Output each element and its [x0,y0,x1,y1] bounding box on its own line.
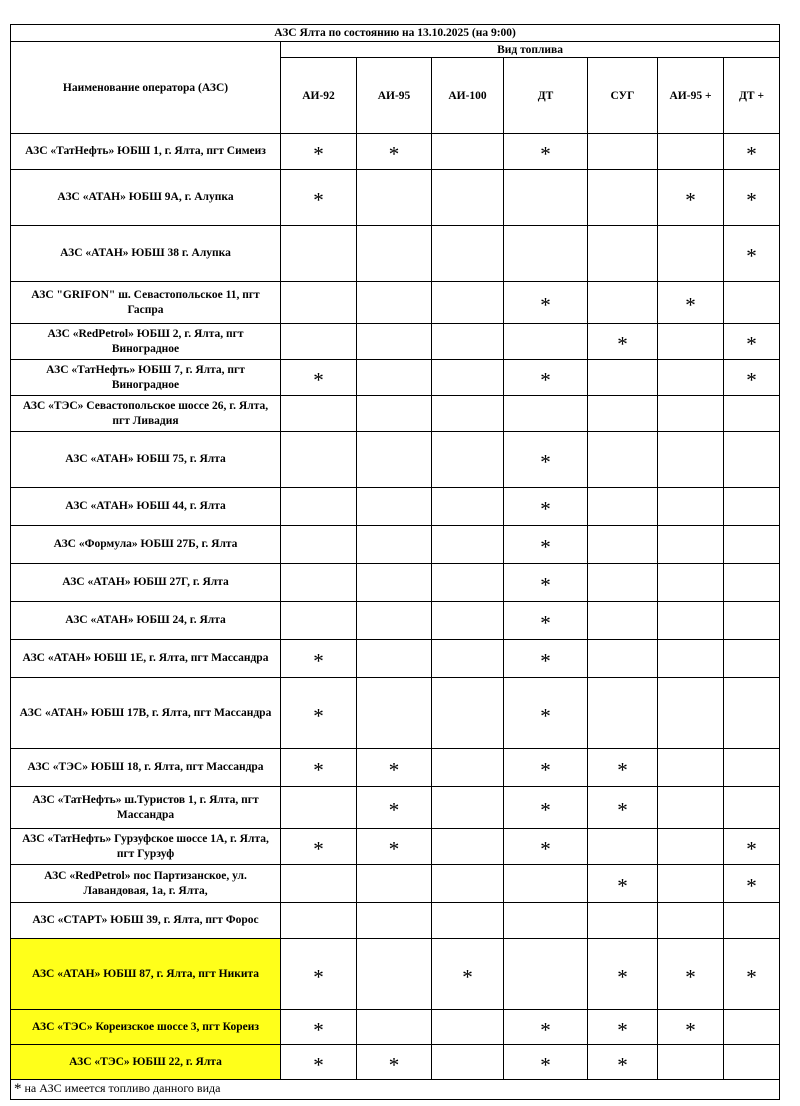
fuel-cell [281,432,357,488]
availability-mark: * [746,964,757,989]
fuel-cell [281,678,357,749]
station-rows [11,134,780,1080]
fuel-cell [504,787,588,829]
fuel-cell [432,787,504,829]
fuel-cell [357,226,432,282]
fuel-cell [281,787,357,829]
availability-mark: * [313,703,324,728]
availability-mark: * [388,798,400,822]
availability-mark: * [617,1017,628,1042]
fuel-cell [724,1010,780,1045]
fuel-cell [357,903,432,939]
fuel-cell [432,360,504,396]
fuel-cell [357,602,432,640]
fuel-cell [724,602,780,640]
fuel-cell [504,282,588,324]
fuel-header-ai95: АИ-95 [357,58,432,134]
availability-mark: * [540,758,551,782]
fuel-cell [432,564,504,602]
fuel-cell [504,678,588,749]
availability-mark: * [617,1052,628,1077]
fuel-cell [281,170,357,226]
fuel-cell [432,829,504,865]
station-name: АЗС «АТАН» ЮБШ 1Е, г. Ялта, пгт Массандра [11,640,281,678]
station-name: АЗС «ТЭС» ЮБШ 18, г. Ялта, пгт Массандра [11,749,281,787]
fuel-cell [281,564,357,602]
table-row [11,396,780,432]
fuel-cell [281,282,357,324]
fuel-cell [281,903,357,939]
table-row [11,1010,780,1045]
fuel-cell [281,1045,357,1080]
table-row [11,564,780,602]
fuel-cell [658,282,724,324]
table-row [11,170,780,226]
fuel-cell [658,865,724,903]
fuel-cell [357,678,432,749]
fuel-cell [504,564,588,602]
fuel-cell [658,170,724,226]
fuel-cell [658,526,724,564]
station-name: АЗС «АТАН» ЮБШ 9А, г. Алупка [11,170,281,226]
availability-mark: * [617,964,628,989]
availability-mark: * [685,188,696,212]
fuel-cell [724,282,780,324]
fuel-cell [658,903,724,939]
fuel-availability-table [10,24,780,1100]
fuel-cell [504,432,588,488]
fuel-cell [724,324,780,360]
fuel-header-ai92: АИ-92 [281,58,357,134]
fuel-cell [724,749,780,787]
fuel-cell [588,640,658,678]
station-name: АЗС «АТАН» ЮБШ 75, г. Ялта [11,432,281,488]
fuel-cell [281,360,357,396]
table-row [11,865,780,903]
availability-mark: * [462,964,473,989]
fuel-cell [357,488,432,526]
fuel-cell [281,640,357,678]
availability-mark: * [746,874,757,898]
fuel-cell [281,526,357,564]
station-name: АЗС «АТАН» ЮБШ 27Г, г. Ялта [11,564,281,602]
fuel-cell [724,865,780,903]
fuel-cell [724,564,780,602]
fuel-cell [281,396,357,432]
fuel-cell [724,360,780,396]
availability-mark: * [540,535,551,559]
availability-mark: * [540,573,551,597]
availability-mark: * [685,293,696,317]
availability-mark: * [540,649,551,673]
fuel-cell [658,829,724,865]
fuel-cell [724,939,780,1010]
fuel-cell [281,602,357,640]
fuel-cell [504,939,588,1010]
station-name: АЗС «АТАН» ЮБШ 38 г. Алупка [11,226,281,282]
fuel-cell [504,226,588,282]
fuel-cell [588,787,658,829]
availability-mark: * [746,368,757,392]
fuel-cell [432,324,504,360]
table-row [11,678,780,749]
fuel-cell [281,226,357,282]
fuel-cell [658,226,724,282]
fuel-cell [724,829,780,865]
station-name: АЗС «АТАН» ЮБШ 17В, г. Ялта, пгт Массандра [11,678,281,749]
fuel-cell [357,282,432,324]
fuel-cell [588,488,658,526]
fuel-cell [357,829,432,865]
table-row [11,829,780,865]
fuel-cell [658,396,724,432]
fuel-cell [432,865,504,903]
table-row [11,787,780,829]
availability-mark: * [540,368,551,392]
fuel-cell [658,787,724,829]
station-name: АЗС «RedPetrol» пос Партизанское, ул. Лавандовая, 1а, г. Ялта, [11,865,281,903]
fuel-cell [658,1010,724,1045]
availability-mark: * [540,837,551,861]
fuel-cell [357,526,432,564]
station-name: АЗС «ТатНефть» Гурзуфское шоссе 1А, г. Ялта, пгт Гурзуф [11,829,281,865]
fuel-cell [588,564,658,602]
availability-mark: * [746,244,757,268]
fuel-cell [504,526,588,564]
fuel-cell [432,226,504,282]
fuel-cell [588,678,658,749]
fuel-cell [724,903,780,939]
fuel-cell [357,170,432,226]
fuel-cell [658,432,724,488]
station-name: АЗС «АТАН» ЮБШ 44, г. Ялта [11,488,281,526]
table-row [11,526,780,564]
fuel-cell [504,1045,588,1080]
fuel-cell [724,170,780,226]
availability-mark: * [540,703,551,728]
footnote-text: на АЗС имеется топливо данного вида [21,1081,221,1095]
availability-mark: * [540,611,551,635]
fuel-header-ai100: АИ-100 [432,58,504,134]
table-row [11,488,780,526]
fuel-cell [504,360,588,396]
availability-mark: * [540,1052,551,1077]
fuel-cell [281,134,357,170]
fuel-cell [724,134,780,170]
fuel-cell [504,488,588,526]
fuel-cell [357,939,432,1010]
fuel-cell [432,396,504,432]
fuel-cell [357,324,432,360]
station-name: АЗС «ТЭС» Кореизское шоссе 3, пгт Кореиз [11,1010,281,1045]
availability-mark: * [540,293,551,317]
availability-mark: * [313,837,324,861]
fuel-cell [588,939,658,1010]
fuel-cell [504,829,588,865]
fuel-cell [432,134,504,170]
table-row [11,749,780,787]
operator-column-header: Наименование оператора (АЗС) [11,42,281,134]
fuel-cell [432,1045,504,1080]
availability-mark: * [313,964,324,989]
table-row [11,282,780,324]
fuel-cell [724,787,780,829]
fuel-cell [357,564,432,602]
fuel-cell [658,678,724,749]
fuel-cell [658,939,724,1010]
table-row [11,640,780,678]
availability-mark: * [313,188,324,212]
fuel-cell [432,526,504,564]
station-name: АЗС «АТАН» ЮБШ 24, г. Ялта [11,602,281,640]
fuel-cell [281,829,357,865]
fuel-header-sug: СУГ [588,58,658,134]
fuel-cell [588,903,658,939]
fuel-cell [588,170,658,226]
fuel-cell [432,432,504,488]
fuel-cell [357,432,432,488]
fuel-cell [504,170,588,226]
availability-mark: * [313,368,324,392]
fuel-cell [504,640,588,678]
availability-mark: * [617,758,628,782]
station-name: АЗС «ТатНефть» ш.Туристов 1, г. Ялта, пгт Массандра [11,787,281,829]
availability-mark: * [540,798,551,822]
fuel-cell [588,526,658,564]
station-name: АЗС «ТатНефть» ЮБШ 1, г. Ялта, пгт Симеиз [11,134,281,170]
fuel-cell [504,602,588,640]
availability-mark: * [746,332,757,356]
fuel-cell [357,134,432,170]
availability-mark: * [313,142,324,166]
fuel-cell [588,134,658,170]
fuel-cell [588,282,658,324]
fuel-cell [357,640,432,678]
table-row [11,602,780,640]
availability-mark: * [685,964,696,989]
availability-mark: * [617,874,628,898]
fuel-cell [357,360,432,396]
table-row [11,1045,780,1080]
availability-mark: * [313,1017,324,1042]
station-name: АЗС «СТАРТ» ЮБШ 39, г. Ялта, пгт Форос [11,903,281,939]
fuel-header-ai95-plus: АИ-95 + [658,58,724,134]
fuel-cell [281,865,357,903]
fuel-cell [432,939,504,1010]
fuel-cell [588,360,658,396]
fuel-cell [504,749,588,787]
fuel-cell [281,1010,357,1045]
availability-mark: * [313,649,324,673]
fuel-cell [357,1045,432,1080]
fuel-cell [588,324,658,360]
availability-mark: * [746,837,757,861]
fuel-cell [504,865,588,903]
fuel-cell [504,1010,588,1045]
fuel-cell [432,903,504,939]
table-row [11,226,780,282]
availability-mark: * [617,798,628,822]
fuel-cell [432,282,504,324]
fuel-cell [432,1010,504,1045]
fuel-cell [658,134,724,170]
fuel-cell [432,749,504,787]
fuel-cell [658,324,724,360]
table-row [11,324,780,360]
fuel-cell [281,939,357,1010]
table-row [11,903,780,939]
fuel-cell [658,564,724,602]
fuel-cell [724,226,780,282]
table-row [11,939,780,1010]
availability-mark: * [388,1052,400,1077]
fuel-cell [357,396,432,432]
fuel-cell [432,488,504,526]
fuel-cell [504,324,588,360]
fuel-cell [504,396,588,432]
station-name: АЗС «Формула» ЮБШ 27Б, г. Ялта [11,526,281,564]
availability-mark: * [617,332,628,356]
fuel-cell [432,678,504,749]
fuel-cell [281,749,357,787]
table-row [11,134,780,170]
availability-mark: * [388,758,400,782]
fuel-cell [588,602,658,640]
fuel-cell [432,170,504,226]
station-name: АЗС «ТЭС» Севастопольское шоссе 26, г. Ялта, пгт Ливадия [11,396,281,432]
availability-mark: * [388,142,400,166]
fuel-cell [724,488,780,526]
footnote [11,1080,780,1100]
fuel-cell [357,787,432,829]
fuel-cell [724,640,780,678]
fuel-cell [658,360,724,396]
station-name: АЗС «ТЭС» ЮБШ 22, г. Ялта [11,1045,281,1080]
availability-mark: * [540,142,551,166]
availability-mark: * [313,758,324,782]
fuel-cell [724,396,780,432]
availability-mark: * [540,497,551,521]
footnote-symbol: * [14,1081,22,1097]
availability-mark: * [313,1052,324,1077]
fuel-cell [588,1010,658,1045]
station-name: АЗС "GRIFON" ш. Севастопольское 11, пгт Гаспра [11,282,281,324]
fuel-cell [588,1045,658,1080]
availability-mark: * [540,450,551,474]
availability-mark: * [746,142,757,166]
table-row [11,360,780,396]
availability-mark: * [685,1017,696,1042]
fuel-header-dt: ДТ [504,58,588,134]
fuel-cell [432,602,504,640]
fuel-cell [357,749,432,787]
fuel-header-dt-plus: ДТ + [724,58,780,134]
fuel-cell [588,829,658,865]
fuel-cell [724,1045,780,1080]
fuel-cell [588,749,658,787]
fuel-cell [588,226,658,282]
fuel-cell [504,903,588,939]
station-name: АЗС «АТАН» ЮБШ 87, г. Ялта, пгт Никита [11,939,281,1010]
fuel-cell [658,640,724,678]
fuel-cell [504,134,588,170]
station-name: АЗС «ТатНефть» ЮБШ 7, г. Ялта, пгт Виноградное [11,360,281,396]
fuel-cell [658,488,724,526]
fuel-cell [588,396,658,432]
table-title: АЗС Ялта по состоянию на 13.10.2025 (на 9:00) [11,25,780,42]
availability-mark: * [388,837,400,861]
fuel-cell [658,1045,724,1080]
fuel-cell [357,1010,432,1045]
fuel-cell [658,749,724,787]
fuel-cell [724,526,780,564]
fuel-cell [432,640,504,678]
fuel-cell [658,602,724,640]
fuel-group-header: Вид топлива [281,42,780,58]
fuel-cell [588,865,658,903]
fuel-cell [281,488,357,526]
station-name: АЗС «RedPetrol» ЮБШ 2, г. Ялта, пгт Виноградное [11,324,281,360]
table-row [11,432,780,488]
availability-mark: * [746,188,757,212]
fuel-cell [724,678,780,749]
fuel-cell [281,324,357,360]
fuel-cell [588,432,658,488]
availability-mark: * [540,1017,551,1042]
fuel-cell [357,865,432,903]
fuel-cell [724,432,780,488]
